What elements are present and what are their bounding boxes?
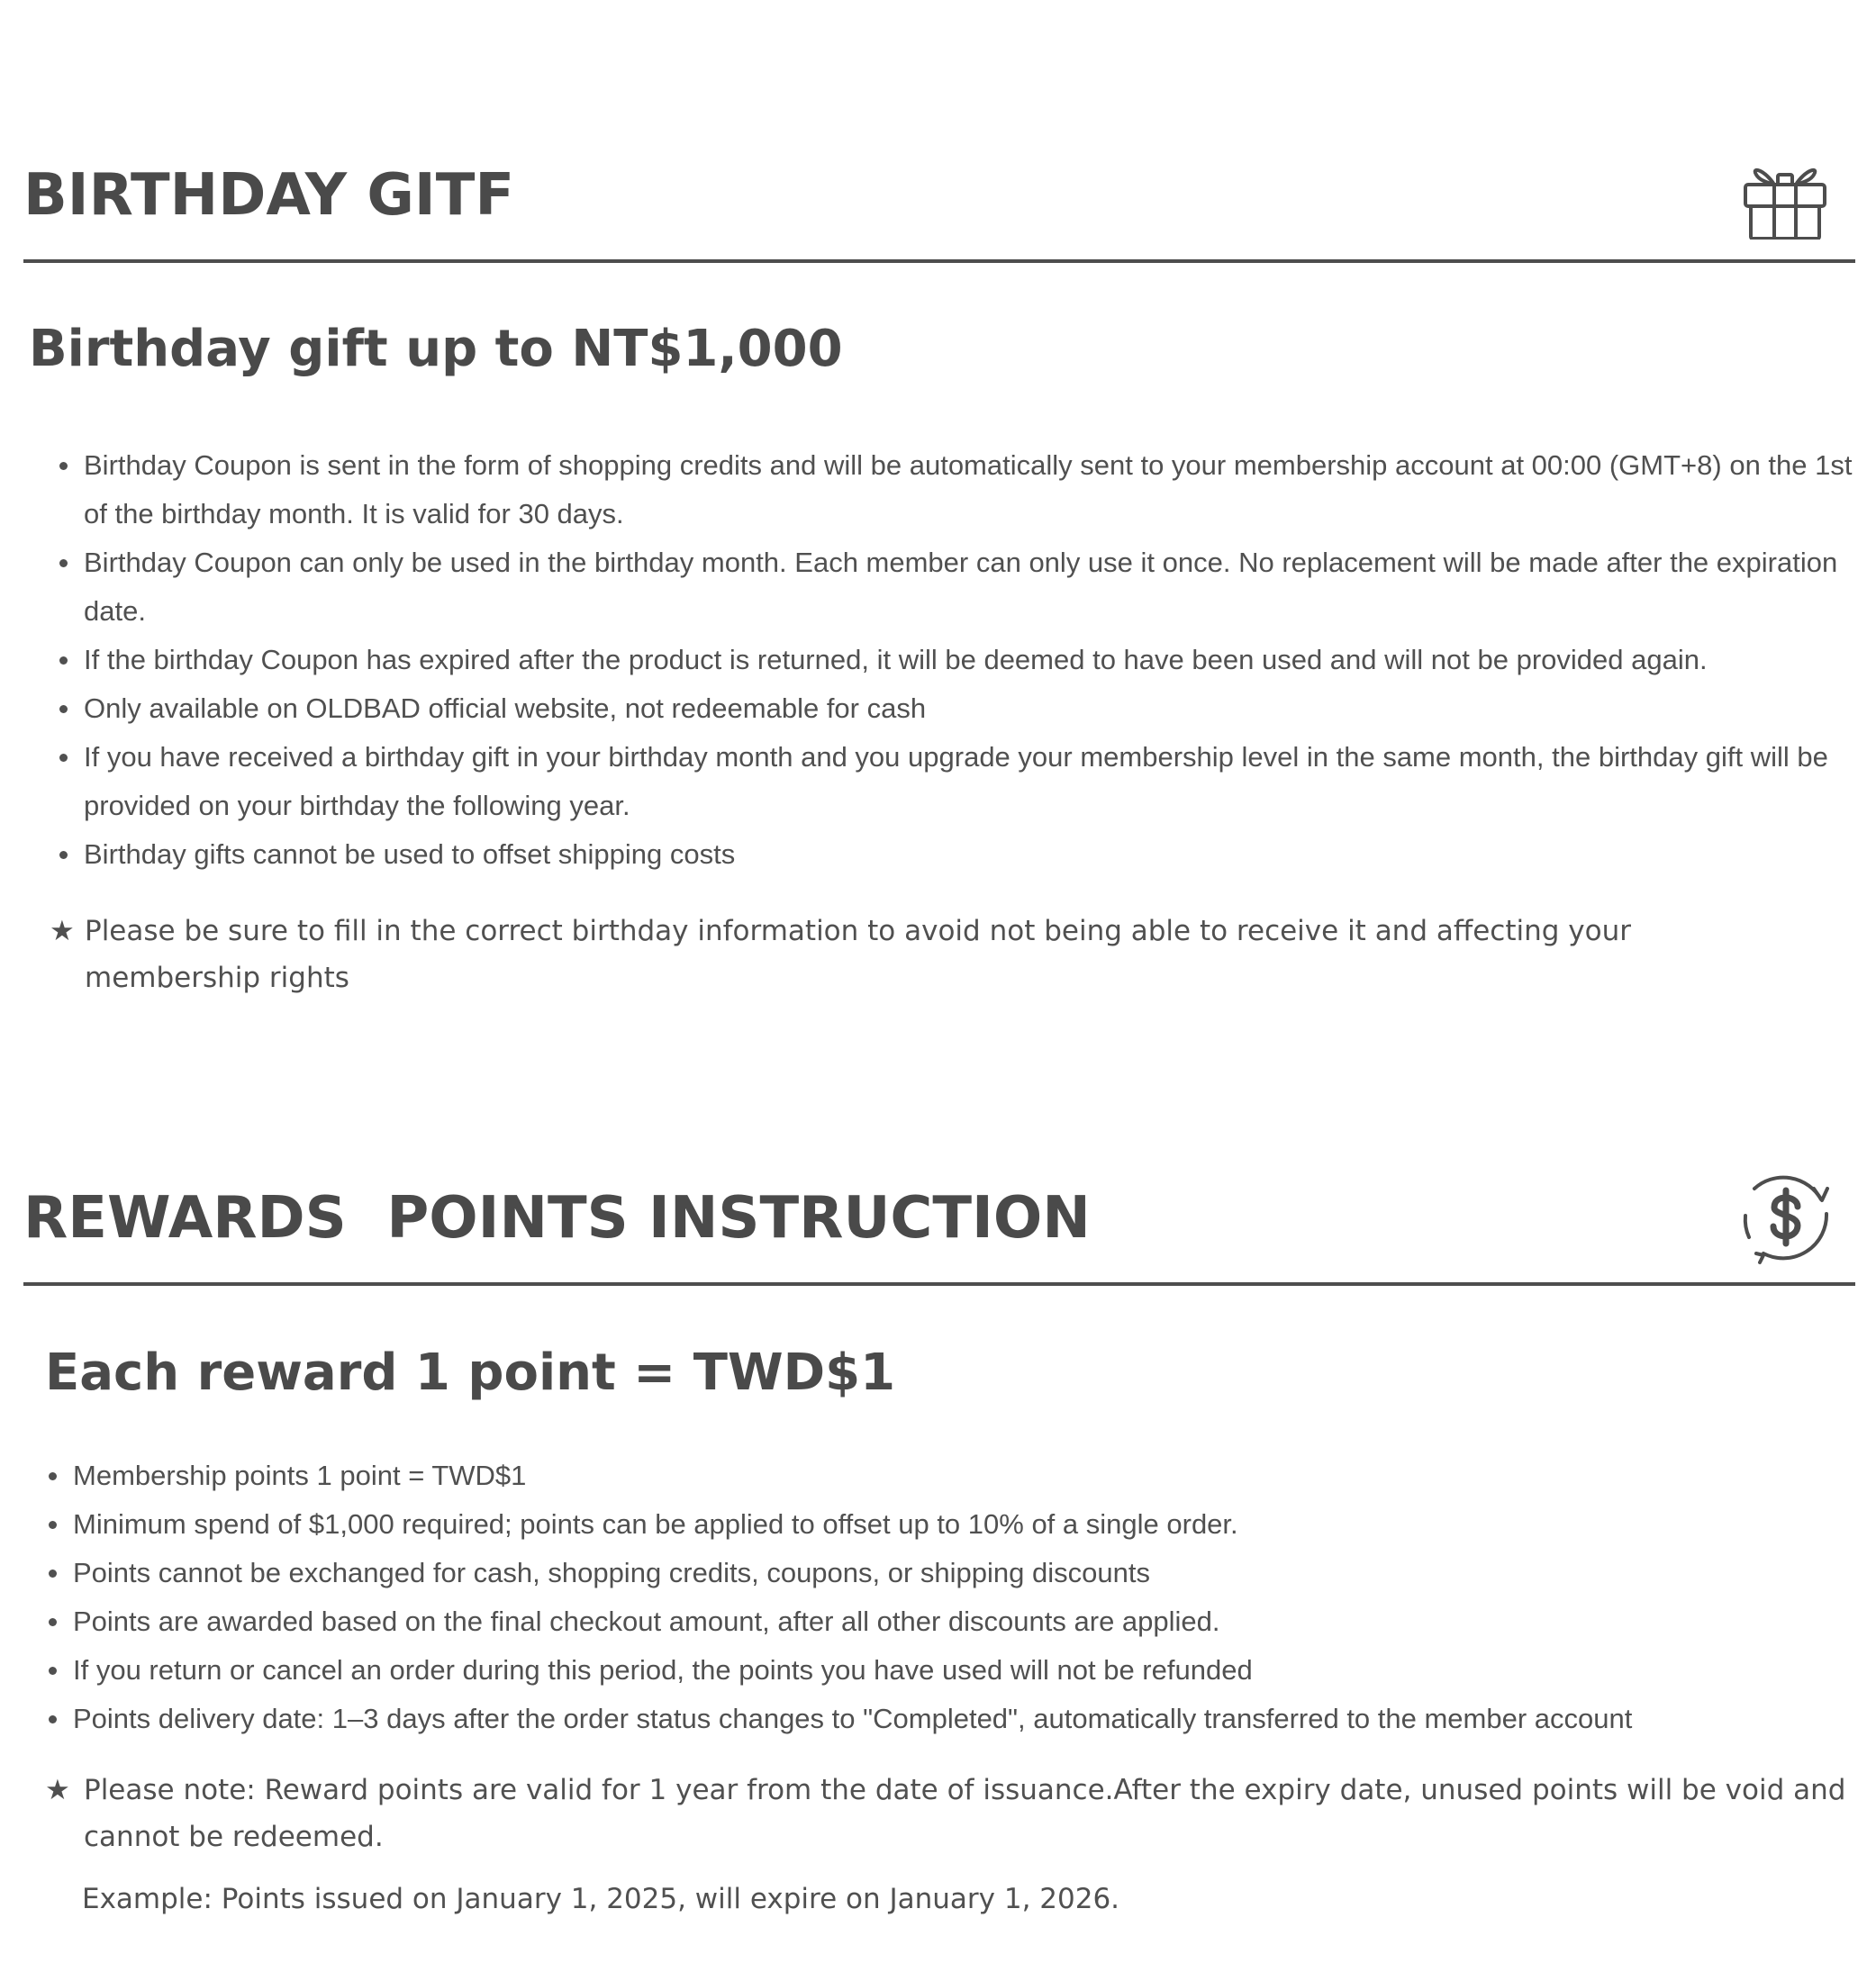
list-item: Birthday gifts cannot be used to offset shipping costs xyxy=(84,830,1862,879)
birthday-rules-list xyxy=(84,441,1862,879)
star-icon: ★ xyxy=(50,915,75,947)
birthday-section xyxy=(23,126,1855,263)
list-item: Membership points 1 point = TWD$1 xyxy=(73,1452,1865,1500)
rewards-header xyxy=(23,1149,1855,1286)
birthday-section-title: BIRTHDAY GITF xyxy=(23,162,515,229)
birthday-divider xyxy=(23,259,1855,263)
list-item: Birthday Coupon can only be used in the birthday month. Each member can only use it once. No replacement will be made after the expiration date. xyxy=(84,538,1862,636)
rewards-subtitle: Each reward 1 point = TWD$1 xyxy=(45,1343,896,1402)
star-icon: ★ xyxy=(45,1774,70,1806)
birthday-subtitle: Birthday gift up to NT$1,000 xyxy=(29,320,843,378)
rewards-divider xyxy=(23,1282,1855,1286)
list-item: Points delivery date: 1–3 days after the order status changes to "Completed", automatically transferred to the member account xyxy=(73,1695,1865,1743)
rewards-note xyxy=(45,1767,1855,1860)
list-item: Birthday Coupon is sent in the form of shopping credits and will be automatically sent to your membership account at 00:00 (GMT+8) on the 1st of the birthday month. It is valid for 30 days. xyxy=(84,441,1862,538)
list-item: Only available on OLDBAD official website, not redeemable for cash xyxy=(84,684,1862,733)
list-item: If the birthday Coupon has expired after the product is returned, it will be deemed to have been used and will not be provided again. xyxy=(84,636,1862,684)
dollar-cycle-icon xyxy=(1736,1169,1835,1268)
list-item: If you have received a birthday gift in your birthday month and you upgrade your membership level in the same month, the birthday gift will be provided on your birthday the following year. xyxy=(84,733,1862,830)
list-item: Minimum spend of $1,000 required; points can be applied to offset up to 10% of a single order. xyxy=(73,1500,1865,1549)
rewards-note-text: Please note: Reward points are valid for 1 year from the date of issuance.After the expiry date, unused points will be void and cannot be redeemed. xyxy=(84,1774,1846,1853)
gift-icon xyxy=(1736,140,1835,240)
rewards-section xyxy=(23,1149,1855,1286)
birthday-note-text: Please be sure to fill in the correct birthday information to avoid not being able to receive it and affecting your membership rights xyxy=(85,915,1631,994)
rewards-example: Example: Points issued on January 1, 2025, will expire on January 1, 2026. xyxy=(82,1883,1120,1915)
list-item: If you return or cancel an order during this period, the points you have used will not be refunded xyxy=(73,1646,1865,1695)
birthday-header xyxy=(23,126,1855,263)
rewards-section-title: REWARDS POINTS INSTRUCTION xyxy=(23,1185,1091,1252)
list-item: Points are awarded based on the final checkout amount, after all other discounts are applied. xyxy=(73,1597,1865,1646)
rewards-rules-list xyxy=(73,1452,1865,1743)
birthday-note xyxy=(50,908,1671,1001)
list-item: Points cannot be exchanged for cash, shopping credits, coupons, or shipping discounts xyxy=(73,1549,1865,1597)
